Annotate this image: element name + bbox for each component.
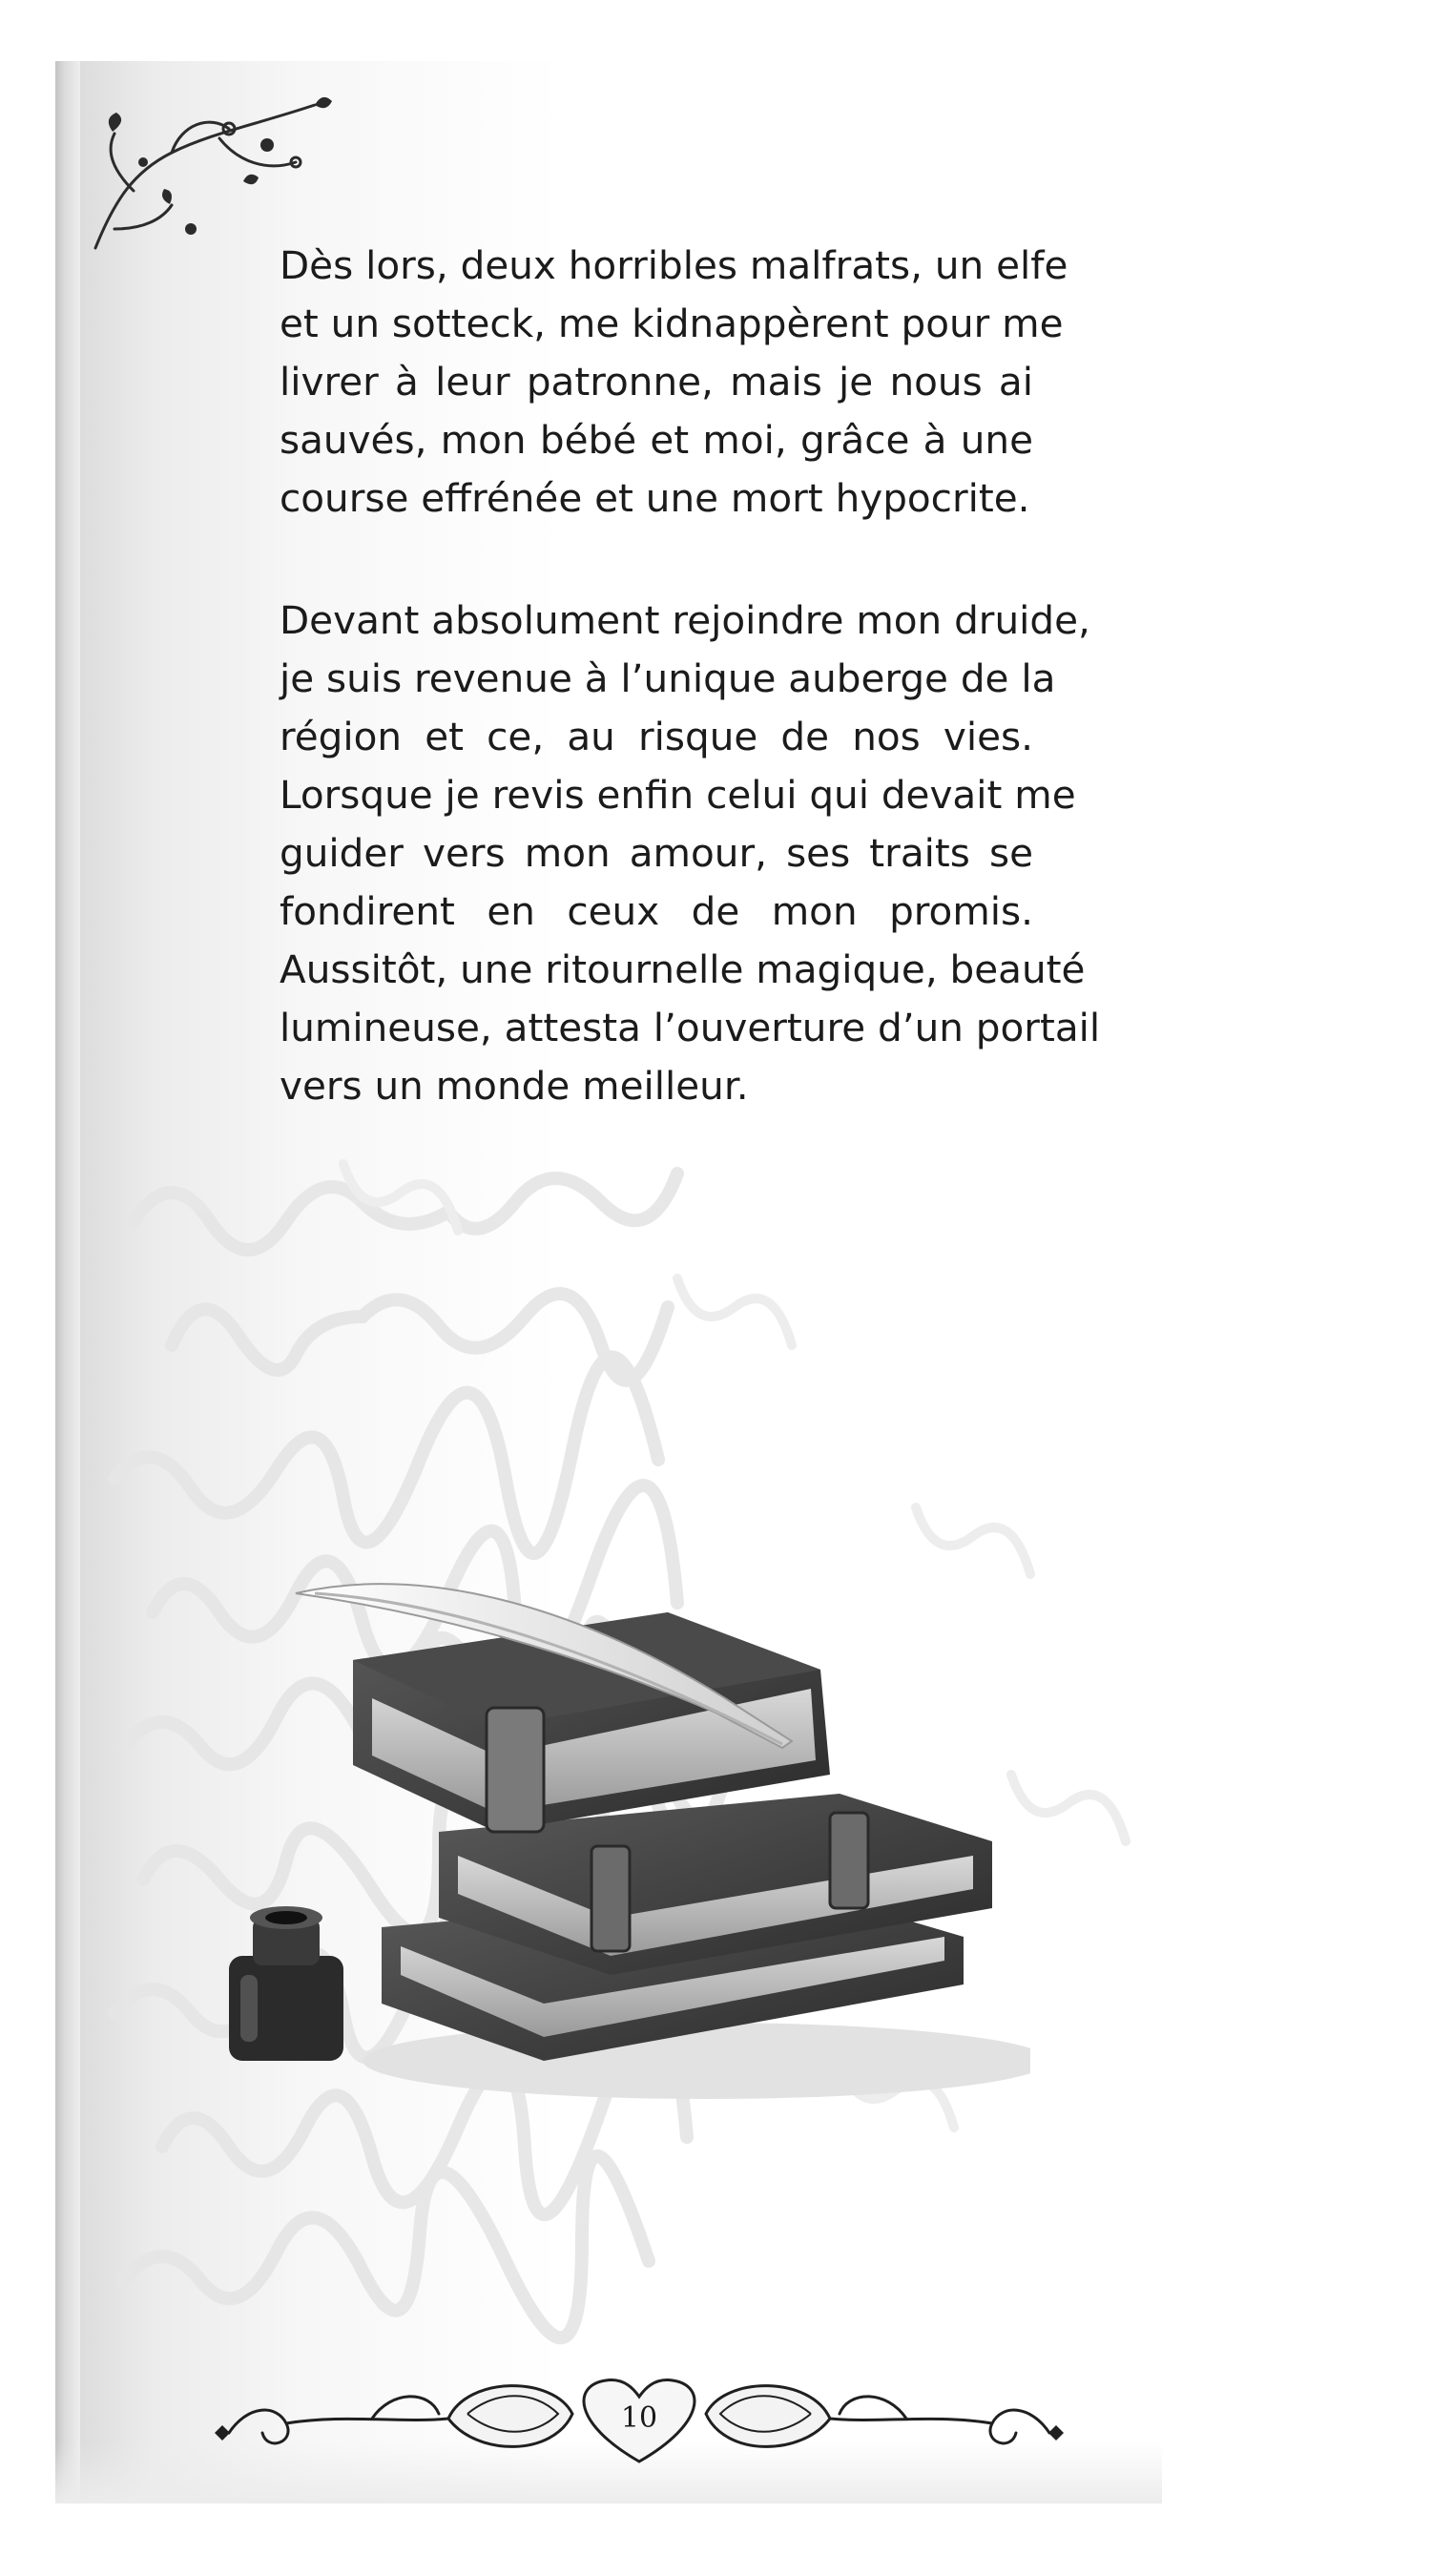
text-line: sauvés, mon bébé et moi, grâce à une — [280, 417, 1033, 463]
text-line: Dès lors, deux horribles malfrats, un elfe — [280, 242, 1068, 288]
text-line: je suis revenue à l’unique auberge de la — [280, 655, 1056, 701]
text-line: fondirent en ceux de mon promis. — [280, 888, 1033, 934]
text-line: vers un monde meilleur. — [280, 1063, 749, 1109]
old-books-quill-inkwell-icon — [210, 1527, 1030, 2118]
paragraph-2 — [280, 592, 1101, 1115]
paragraph-1 — [280, 237, 1068, 528]
text-line: Lorsque je revis enfin celui qui devait me — [280, 772, 1076, 818]
text-line: course effrénée et une mort hypocrite. — [280, 475, 1030, 521]
text-line: Devant absolument rejoindre mon druide, — [280, 597, 1090, 643]
text-line: Aussitôt, une ritournelle magique, beauté — [280, 946, 1086, 992]
text-line: et un sotteck, me kidnappèrent pour me — [280, 301, 1064, 346]
text-line: lumineuse, attesta l’ouverture d’un portail — [280, 1005, 1101, 1050]
text-line: guider vers mon amour, ses traits se — [280, 830, 1033, 876]
text-line: livrer à leur patronne, mais je nous ai — [280, 359, 1033, 405]
page-number: 10 — [620, 2401, 658, 2435]
text-line: région et ce, au risque de nos vies. — [280, 714, 1033, 759]
